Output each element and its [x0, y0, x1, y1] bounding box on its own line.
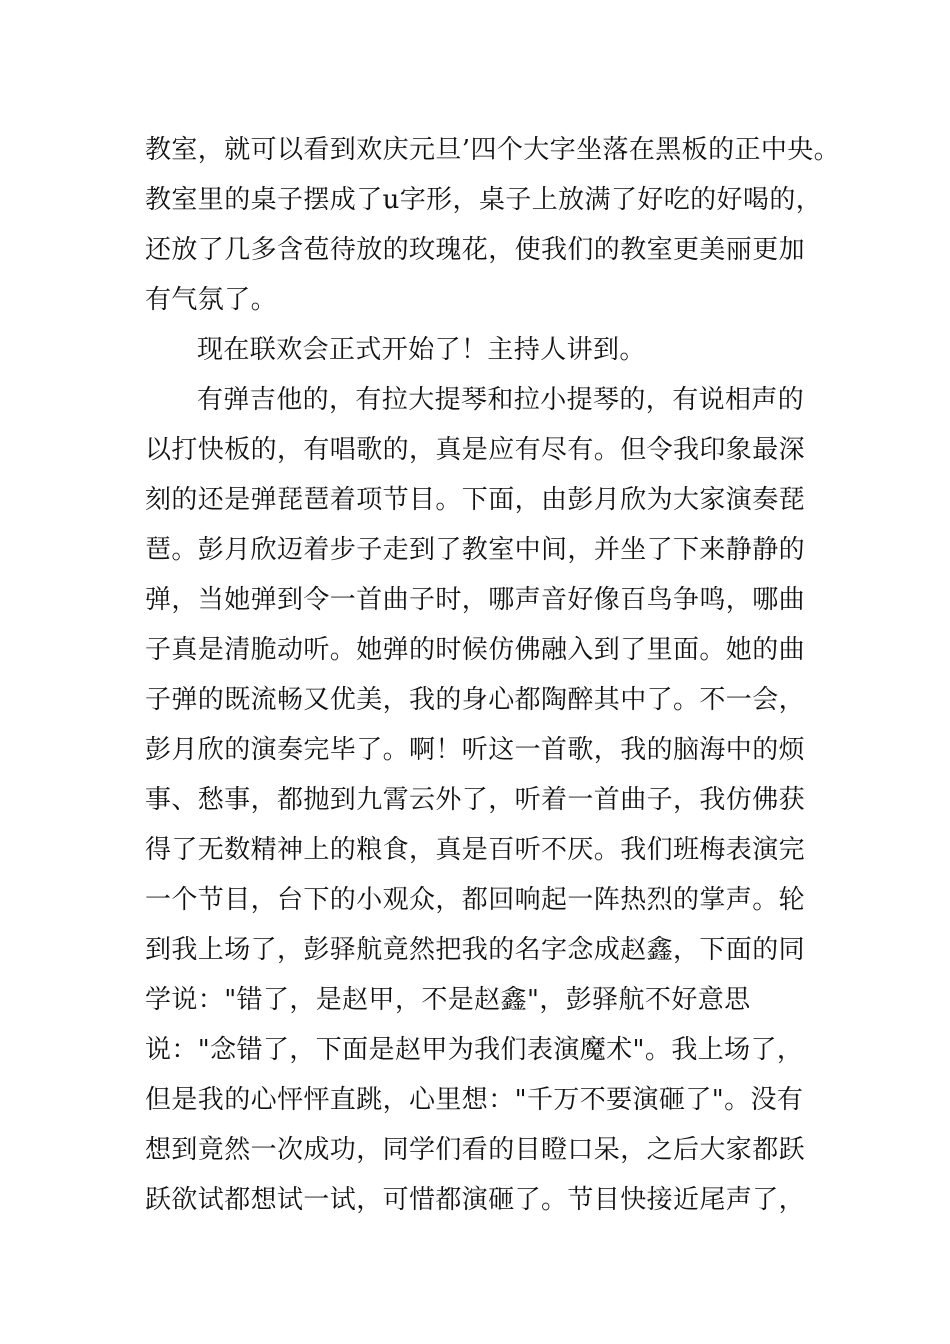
- text-line: 学说："错了，是赵甲，不是赵鑫"，彭驿航不好意思: [145, 985, 751, 1015]
- text-line: 事、愁事，都抛到九霄云外了，听着一首曲子，我仿佛获: [145, 785, 806, 815]
- text-line: 琶。彭月欣迈着步子走到了教室中间，并坐了下来静静的: [145, 535, 806, 565]
- text-line: 以打快板的，有唱歌的，真是应有尽有。但令我印象最深: [145, 435, 806, 465]
- text-line: 说："念错了，下面是赵甲为我们表演魔术"。我上场了，: [145, 1035, 804, 1065]
- text-line: 刻的还是弹琵琶着项节目。下面，由彭月欣为大家演奏琵: [145, 485, 806, 515]
- text-line: 但是我的心怦怦直跳，心里想："千万不要演砸了"。没有: [145, 1085, 804, 1115]
- text-line: 彭月欣的演奏完毕了。啊！听这一首歌，我的脑海中的烦: [145, 735, 806, 765]
- text-line: 想到竟然一次成功，同学们看的目瞪口呆，之后大家都跃: [145, 1135, 806, 1165]
- text-line: 教室里的桌子摆成了u字形，桌子上放满了好吃的好喝的，: [145, 185, 823, 215]
- text-line: 教室，就可以看到欢庆元旦’四个大字坐落在黑板的正中央。: [145, 135, 841, 165]
- text-line: 子弹的既流畅又优美，我的身心都陶醉其中了。不一会，: [145, 685, 806, 715]
- paragraph-first-line: 有弹吉他的，有拉大提琴和拉小提琴的，有说相声的: [197, 385, 805, 415]
- text-line: 有气氛了。: [145, 285, 278, 315]
- text-line: 还放了几多含苞待放的玫瑰花，使我们的教室更美丽更加: [145, 235, 806, 265]
- text-line: 跃欲试都想试一试，可惜都演砸了。节目快接近尾声了，: [145, 1185, 806, 1215]
- text-line: 弹，当她弹到令一首曲子时，哪声音好像百鸟争鸣，哪曲: [145, 585, 806, 615]
- text-line: 得了无数精神上的粮食，真是百听不厌。我们班梅表演完: [145, 835, 806, 865]
- text-line: 一个节目，台下的小观众，都回响起一阵热烈的掌声。轮: [145, 885, 806, 915]
- paragraph-first-line: 现在联欢会正式开始了！主持人讲到。: [197, 335, 646, 365]
- text-line: 到我上场了，彭驿航竟然把我的名字念成赵鑫，下面的同: [145, 935, 806, 965]
- text-line: 子真是清脆动听。她弹的时候仿佛融入到了里面。她的曲: [145, 635, 806, 665]
